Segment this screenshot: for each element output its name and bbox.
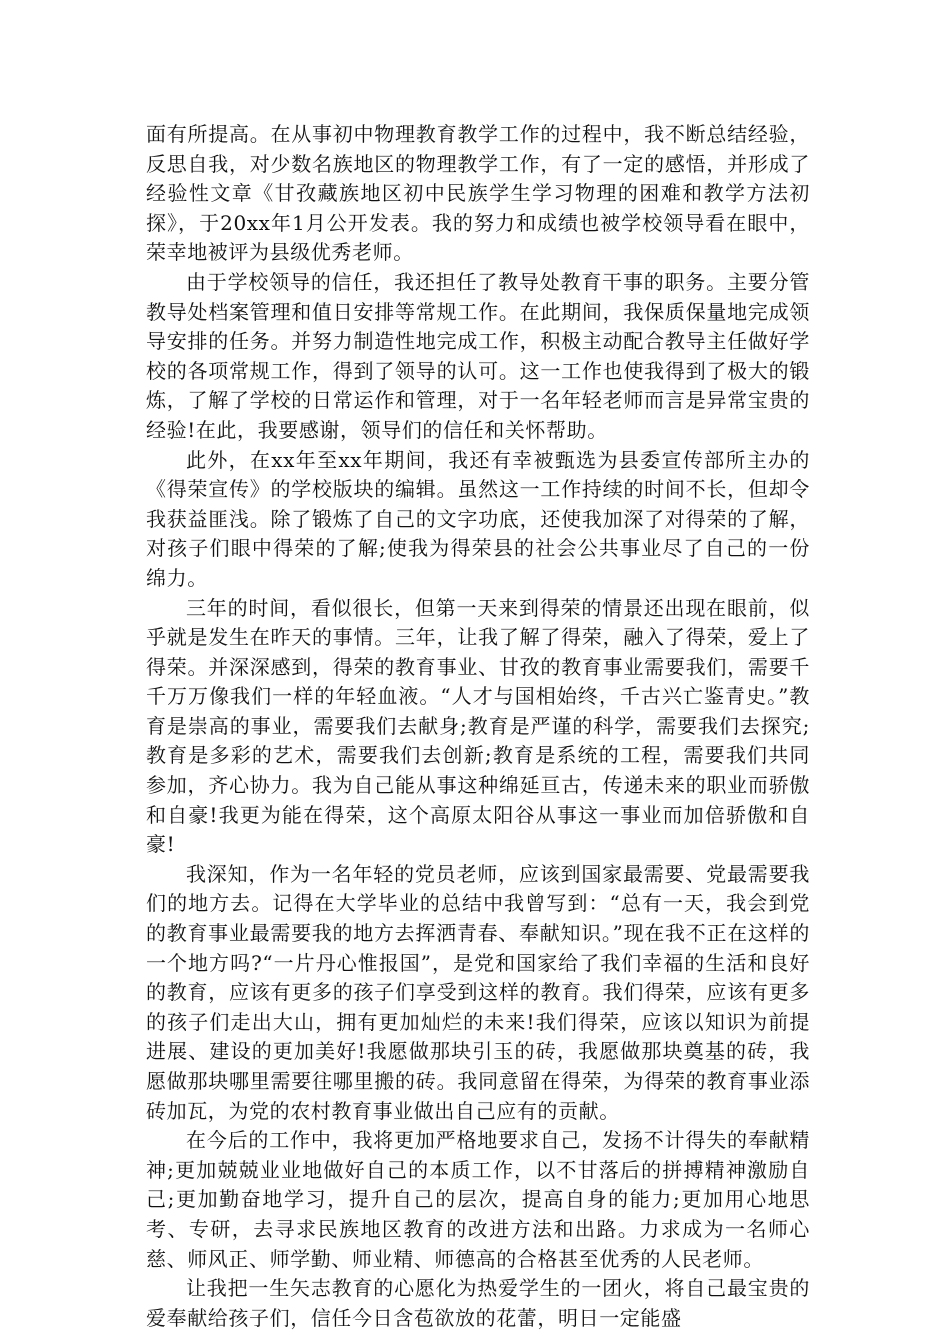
paragraph-7: 让我把一生矢志教育的心愿化为热爱学生的一团火，将自己最宝贵的爱奉献给孩子们，信任今日含苞欲放的花蕾，明日一定能盛 <box>146 1276 810 1330</box>
paragraph-3: 此外，在xx年至xx年期间，我还有幸被甄选为县委宣传部所主办的《得荣宣传》的学校版块的编辑。虽然这一工作持续的时间不长，但却令我获益匪浅。除了锻炼了自己的文字功底，还使我加深了对得荣的了解，对孩子们眼中得荣的了解;使我为得荣县的社会公共事业尽了自己的一份绵力。 <box>146 447 810 590</box>
paragraph-2: 由于学校领导的信任，我还担任了教导处教育干事的职务。主要分管教导处档案管理和值日安排等常规工作。在此期间，我保质保量地完成领导安排的任务。并努力制造性地完成工作，积极主动配合教导主任做好学校的各项常规工作，得到了领导的认可。这一工作也使我得到了极大的锻炼，了解了学校的日常运作和管理，对于一名年轻老师而言是异常宝贵的经验!在此，我要感谢，领导们的信任和关怀帮助。 <box>146 269 810 442</box>
paragraph-4: 三年的时间，看似很长，但第一天来到得荣的情景还出现在眼前，似乎就是发生在昨天的事情。三年，让我了解了得荣，融入了得荣，爱上了得荣。并深深感到，得荣的教育事业、甘孜的教育事业需要我们，需要千千万万像我们一样的年轻血液。“人才与国相始终，千古兴亡鉴青史。”教育是崇高的事业，需要我们去献身;教育是严谨的科学，需要我们去探究;教育是多彩的艺术，需要我们去创新;教育是系统的工程，需要我们共同参加，齐心协力。我为自己能从事这种绵延亘古，传递未来的职业而骄傲和自豪!我更为能在得荣，这个高原太阳谷从事这一事业而加倍骄傲和自豪! <box>146 595 810 857</box>
paragraph-6: 在今后的工作中，我将更加严格地要求自己，发扬不计得失的奉献精神;更加兢兢业业地做好自己的本质工作，以不甘落后的拼搏精神激励自己;更加勤奋地学习，提升自己的层次，提高自身的能力;更加用心地思考、专研，去寻求民族地区教育的改进方法和出路。力求成为一名师心慈、师风正、师学勤、师业精、师德高的合格甚至优秀的人民老师。 <box>146 1128 810 1271</box>
paragraph-1: 面有所提高。在从事初中物理教育教学工作的过程中，我不断总结经验，反思自我，对少数名族地区的物理教学工作，有了一定的感悟，并形成了经验性文章《甘孜藏族地区初中民族学生学习物理的困难和教学方法初探》，于20xx年1月公开发表。我的努力和成绩也被学校领导看在眼中，荣幸地被评为县级优秀老师。 <box>146 122 810 265</box>
document-page <box>146 120 810 1333</box>
paragraph-5: 我深知，作为一名年轻的党员老师，应该到国家最需要、党最需要我们的地方去。记得在大学毕业的总结中我曾写到：“总有一天，我会到党的教育事业最需要我的地方去挥洒青春、奉献知识。”现在我不正在这样的一个地方吗?“一片丹心惟报国”，是党和国家给了我们幸福的生活和良好的教育，应该有更多的孩子们享受到这样的教育。我们得荣，应该有更多的孩子们走出大山，拥有更加灿烂的未来!我们得荣，应该以知识为前提进展、建设的更加美好!我愿做那块引玉的砖，我愿做那块奠基的砖，我愿做那块哪里需要往哪里搬的砖。我同意留在得荣，为得荣的教育事业添砖加瓦，为党的农村教育事业做出自己应有的贡献。 <box>146 861 810 1123</box>
